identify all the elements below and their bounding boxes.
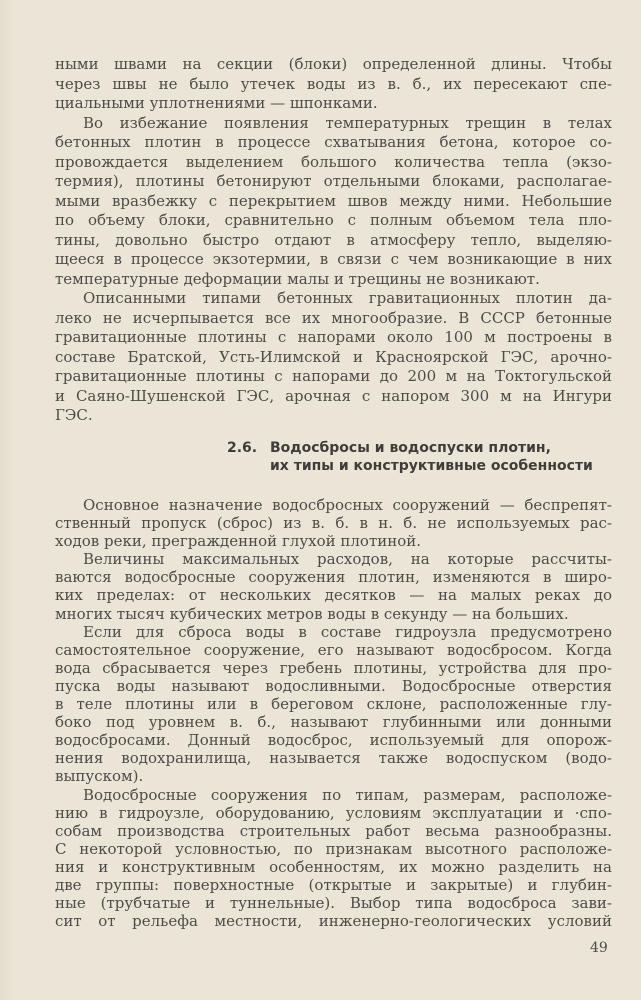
text-line: нения водохранилища, называется также водоспуском (водо- [55, 749, 612, 768]
text-line: бетонных плотин в процессе схватывания бетона, которое со- [55, 133, 612, 151]
text-line: провождается выделением большого количества тепла (экзо- [55, 152, 612, 171]
text-line: Описанными типами бетонных гравитационных плотин да- [83, 289, 612, 307]
text-line: собам производства строительных работ весьма разнообразны. [55, 821, 612, 840]
section-title-line: их типы и конструктивные особенности [270, 457, 593, 474]
text-line: и Саяно-Шушенской ГЭС, арочная с напором 300 м на Ингури [55, 386, 612, 405]
text-block-upper [55, 55, 612, 426]
text-line: гравитационные плотины с напорами до 200 м на Токтогульской [55, 367, 612, 385]
text-line: леко не исчерпывается все их многообразие. В СССР бетонные [55, 308, 612, 327]
paragraph [55, 550, 612, 622]
text-line: составе Братской, Усть-Илимской и Красноярской ГЭС, арочно- [55, 347, 612, 366]
text-line: Если для сброса воды в составе гидроузла предусмотрено [83, 622, 612, 641]
text-line: в теле плотины или в береговом склоне, расположенные глу- [55, 695, 612, 714]
text-line: ственный пропуск (сброс) из в. б. в н. б. не используемых рас- [55, 514, 612, 533]
section-number: 2.6. [227, 440, 258, 456]
paragraph [55, 114, 612, 290]
text-line: тины, довольно быстро отдают в атмосферу тепло, выделяю- [55, 230, 612, 249]
text-line: щееся в процессе экзотермии, в связи с чем возникающие в них [55, 250, 612, 268]
paragraph [55, 289, 612, 426]
paragraph [55, 496, 612, 550]
text-line: циальными уплотнениями — шпонками. [55, 94, 378, 112]
text-line: ные (трубчатые и туннельные). Выбор типа водосброса зави- [55, 894, 612, 913]
text-line: пуска воды называют водосливными. Водосбросные отверстия [55, 676, 612, 695]
text-block-lower [55, 496, 612, 930]
paragraph [55, 623, 612, 786]
text-line: ными швами на секции (блоки) определенной длины. Чтобы [55, 55, 612, 73]
page-number: 49 [590, 940, 608, 956]
text-line: ких пределах: от нескольких десятков — на малых реках до [55, 586, 612, 605]
text-line: ния и конструктивным особенностям, их можно разделить на [55, 857, 612, 876]
text-line: многих тысяч кубических метров воды в секунду — на больших. [55, 604, 569, 623]
text-line: самостоятельное сооружение, его называют водосбросом. Когда [55, 640, 612, 659]
text-line: вода сбрасывается через гребень плотины, устройства для про- [55, 658, 612, 677]
text-line: через швы не было утечек воды из в. б., их пересекают спе- [55, 74, 612, 93]
text-line: Величины максимальных расходов, на которые рассчиты- [83, 550, 612, 569]
text-line: две группы: поверхностные (открытые и закрытые) и глубин- [55, 875, 612, 894]
text-line: боко под уровнем в. б., называют глубинными или донными [55, 713, 612, 732]
text-line: мыми вразбежку с перекрытием швов между ними. Небольшие [55, 191, 612, 210]
text-line: ходов реки, прегражденной глухой плотиной. [55, 532, 422, 551]
text-line: С некоторой условностью, по признакам высотного расположе- [55, 839, 612, 858]
text-line: ГЭС. [55, 406, 93, 424]
text-line: выпуском). [55, 767, 144, 786]
text-line: Основное назначение водосбросных сооружений — беспрепят- [83, 496, 612, 514]
text-line: Водосбросные сооружения по типам, размерам, расположе- [83, 785, 612, 804]
text-line: Во избежание появления температурных трещин в телах [83, 113, 612, 132]
text-line: сит от рельефа местности, инженерно-геологических условий [55, 912, 612, 931]
paragraph [55, 55, 612, 114]
section-heading [227, 440, 593, 475]
text-line: по объему блоки, сравнительно с полным объемом тела пло- [55, 211, 612, 229]
text-line: водосбросами. Донный водосброс, используемый для опорож- [55, 731, 612, 750]
text-line: термия), плотины бетонируют отдельными блоками, располагае- [55, 172, 612, 190]
text-line: температурные деформации малы и трещины не возникают. [55, 269, 540, 288]
text-line: нию в гидроузле, оборудованию, условиям эксплуатации и ·спо- [55, 803, 612, 822]
text-line: ваются водосбросные сооружения плотин, изменяются в широ- [55, 568, 612, 587]
paragraph [55, 786, 612, 931]
text-line: гравитационные плотины с напорами около 100 м построены в [55, 328, 612, 346]
section-title-line: Водосбросы и водоспуски плотин, [270, 440, 551, 456]
page-edge-shadow [0, 0, 14, 1000]
